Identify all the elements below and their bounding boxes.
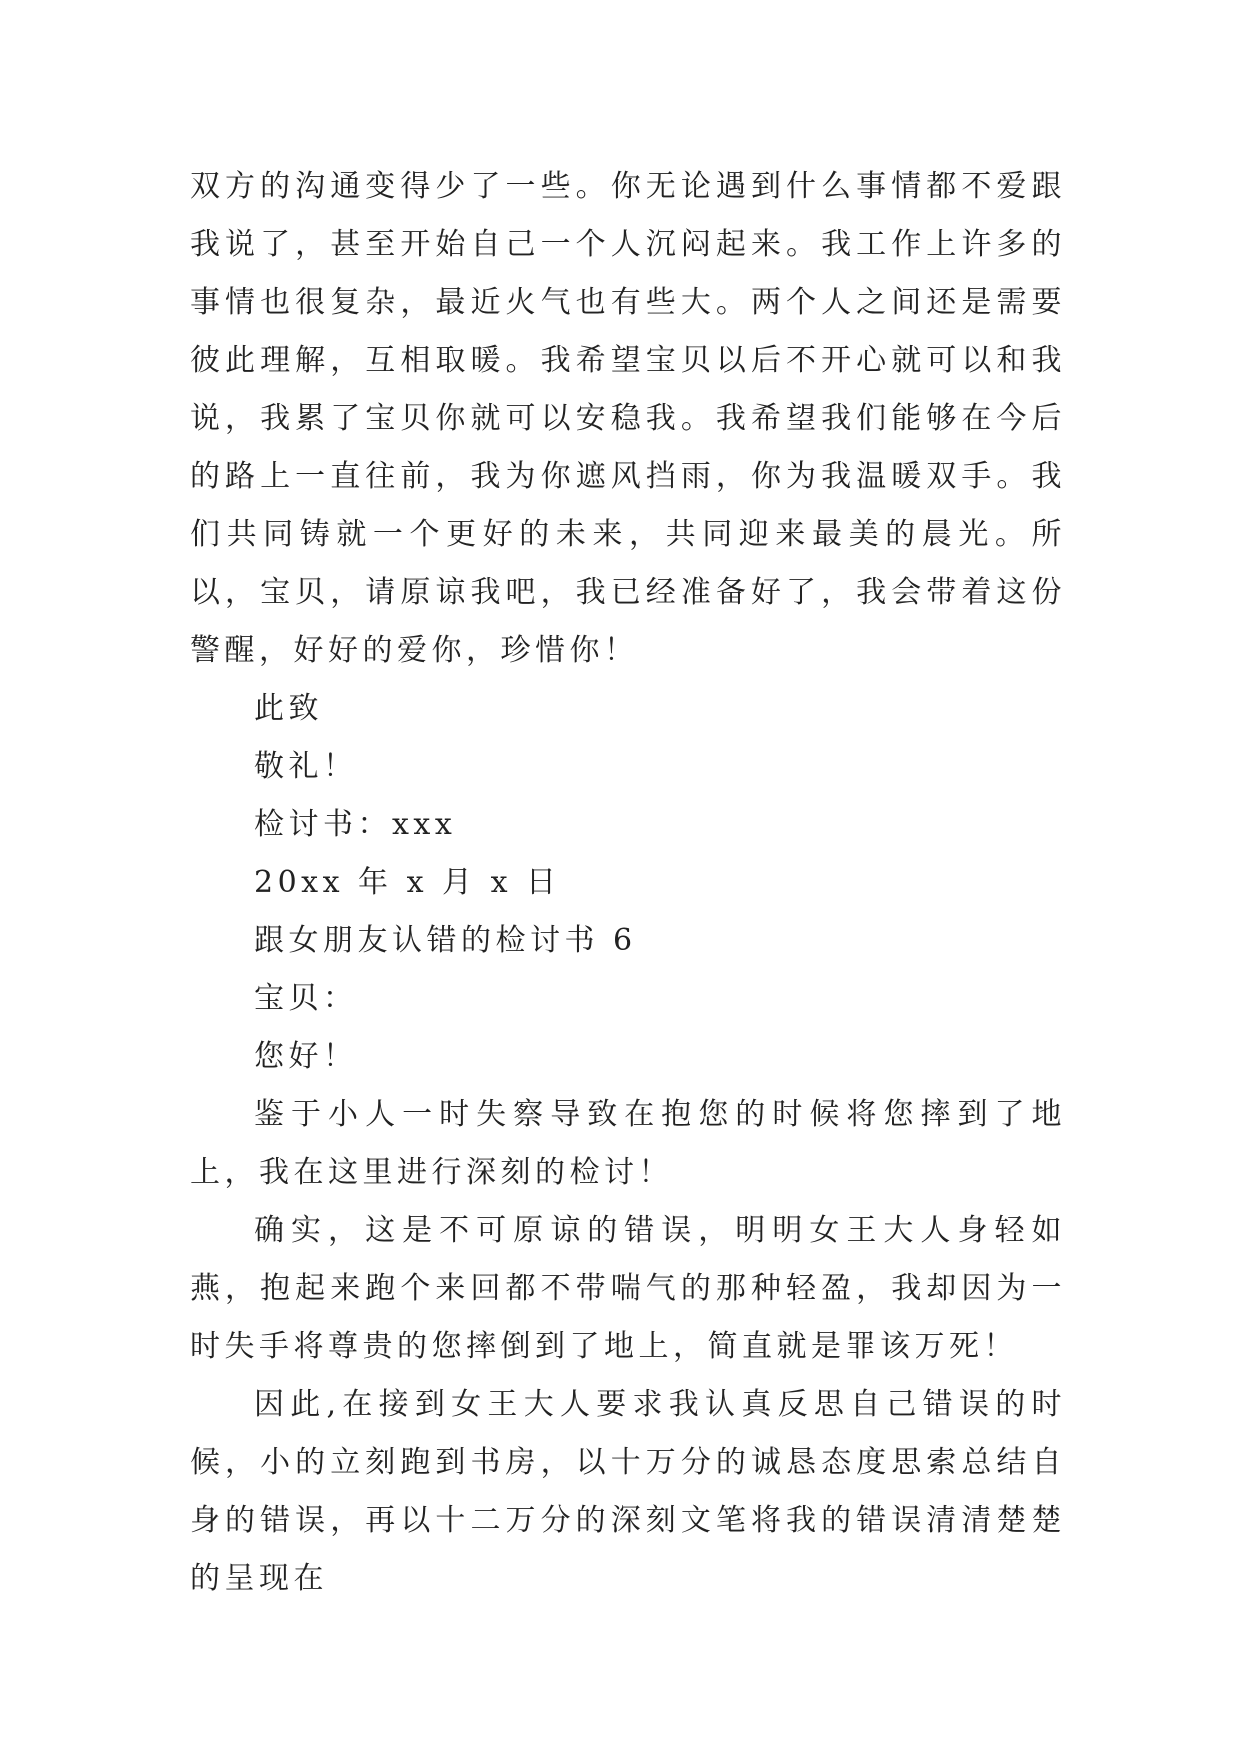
greeting: 您好！ <box>254 1039 358 1074</box>
paragraph-2: 确实，这是不可原谅的错误，明明女王大人身轻如燕，抱起来跑个来回都不带喘气的那种轻盈，我却因为一时失手将尊贵的您摔倒到了地上，简直就是罪该万死！ <box>190 1213 1066 1364</box>
paragraph-1: 鉴于小人一时失察导致在抱您的时候将您摔到了地上，我在这里进行深刻的检讨！ <box>190 1097 1066 1190</box>
signature: 检讨书：xxx <box>254 807 457 842</box>
date-line: 20xx 年 x 月 x 日 <box>254 865 561 900</box>
salutation: 宝贝： <box>254 981 358 1016</box>
closing-salutation: 此致 <box>254 691 323 726</box>
paragraph-3: 因此,在接到女王大人要求我认真反思自己错误的时候，小的立刻跑到书房，以十万分的诚恳态度思索总结自身的错误，再以十二万分的深刻文笔将我的错误清清楚楚的呈现在 <box>190 1387 1066 1596</box>
section-title: 跟女朋友认错的检讨书 6 <box>254 923 637 958</box>
document-body <box>190 158 1066 1608</box>
closing-regards: 敬礼！ <box>254 749 358 784</box>
paragraph-continuation: 双方的沟通变得少了一些。你无论遇到什么事情都不爱跟我说了，甚至开始自己一个人沉闷起来。我工作上许多的事情也很复杂，最近火气也有些大。两个人之间还是需要彼此理解，互相取暖。我希望宝贝以后不开心就可以和我说，我累了宝贝你就可以安稳我。我希望我们能够在今后的路上一直往前，我为你遮风挡雨，你为我温暖双手。我们共同铸就一个更好的未来，共同迎来最美的晨光。所以，宝贝，请原谅我吧，我已经准备好了，我会带着这份警醒，好好的爱你，珍惜你！ <box>190 169 1066 668</box>
